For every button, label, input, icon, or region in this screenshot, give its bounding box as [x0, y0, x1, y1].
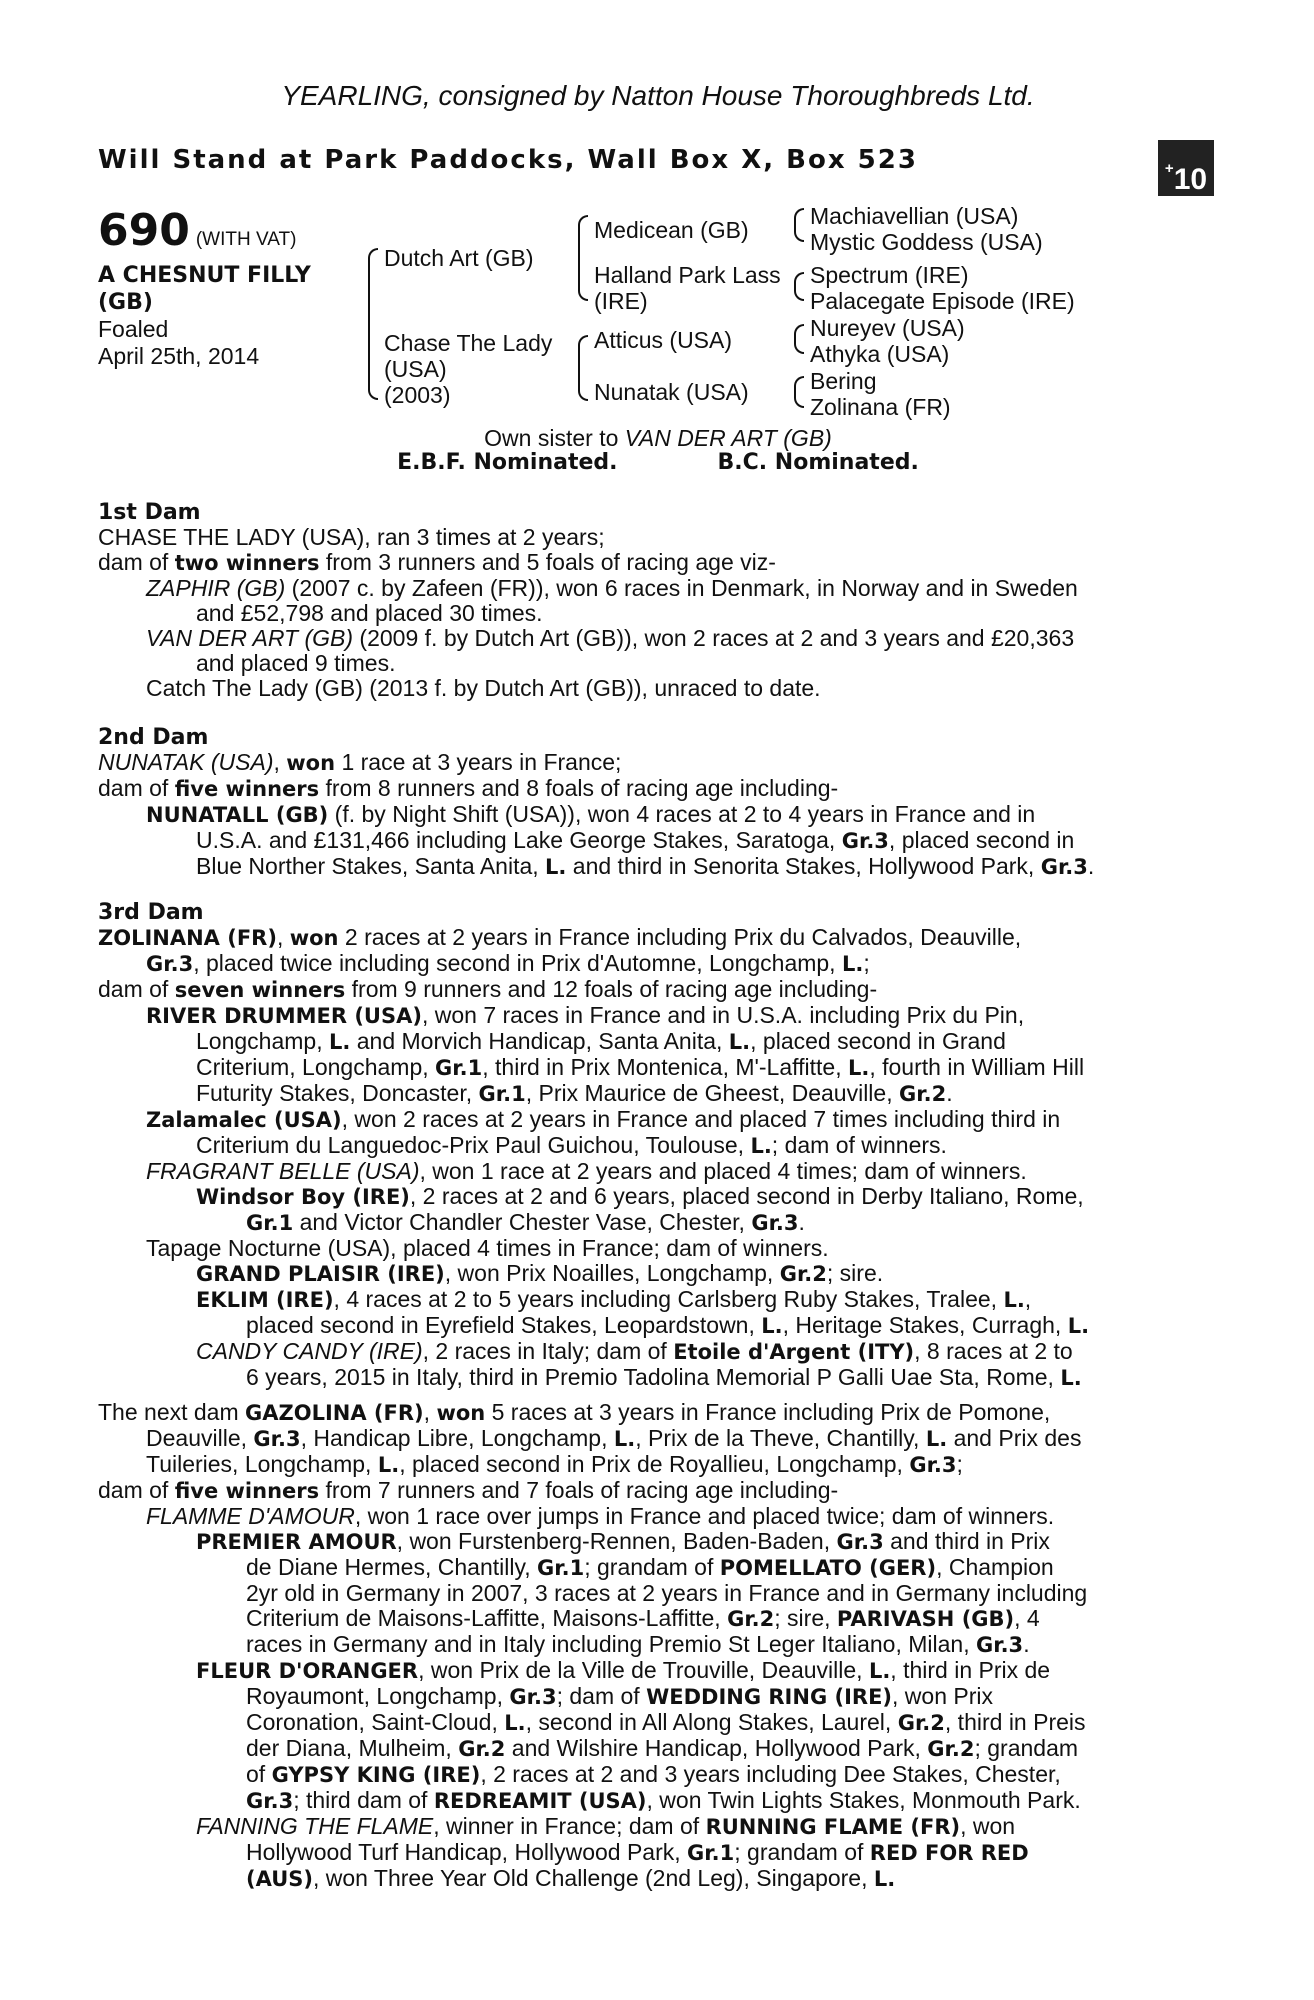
lot-number: 690 [98, 205, 190, 256]
sd-line1: Halland Park Lass [594, 262, 781, 288]
lot-badge-icon [1158, 140, 1214, 196]
progeny-line: de Diane Hermes, Chantilly, Gr.1; grandam of POMELLATO (GER), Champion [246, 1554, 1054, 1580]
dam-line: dam of two winners from 3 runners and 5 foals of racing age viz- [98, 549, 776, 575]
dam-line: dam of five winners from 7 runners and 7 foals of racing age including- [98, 1477, 839, 1503]
progeny-line: ZAPHIR (GB) (2007 c. by Zafeen (FR)), won 6 races in Denmark, in Norway and in Sweden [146, 575, 1078, 601]
progeny-line: Coronation, Saint-Cloud, L., second in All Along Stakes, Laurel, Gr.2, third in Preis [246, 1709, 1086, 1735]
section-heading: 3rd Dam [98, 900, 204, 925]
pedigree-ddd: Zolinana (FR) [810, 394, 951, 420]
progeny-line: 6 years, 2015 in Italy, third in Premio Tadolina Memorial P Galli Uae Sta, Rome, L. [246, 1364, 1082, 1390]
progeny-line: EKLIM (IRE), 4 races at 2 to 5 years including Carlsberg Ruby Stakes, Tralee, L., [196, 1286, 1032, 1312]
progeny-line: and £52,798 and placed 30 times. [196, 600, 543, 626]
brace-ss [578, 215, 588, 259]
dam-year: (2003) [384, 382, 451, 408]
own-sister-name: VAN DER ART (GB) [624, 425, 832, 451]
stable-location: Will Stand at Park Paddocks, Wall Box X, Box 523 [98, 145, 918, 175]
second-dam-section [98, 725, 1218, 880]
dam-line: The next dam GAZOLINA (FR), won 5 races at 3 years in France including Prix de Pomone, [98, 1399, 1051, 1425]
dam-line: ZOLINANA (FR), won 2 races at 2 years in France including Prix du Calvados, Deauville, [98, 924, 1022, 950]
progeny-line: Gr.3; third dam of REDREAMIT (USA), won Twin Lights Stakes, Monmouth Park. [246, 1787, 1081, 1813]
progeny-line: Futurity Stakes, Doncaster, Gr.1, Prix Maurice de Gheest, Deauville, Gr.2. [196, 1080, 953, 1106]
dam-line: Deauville, Gr.3, Handicap Libre, Longchamp, L., Prix de la Theve, Chantilly, L. and Prix des [146, 1425, 1082, 1451]
progeny-line: FLEUR D'ORANGER, won Prix de la Ville de Trouville, Deauville, L., third in Prix de [196, 1657, 1051, 1683]
progeny-line: U.S.A. and £131,466 including Lake George Stakes, Saratoga, Gr.3, placed second in [196, 827, 1075, 853]
progeny-line: NUNATALL (GB) (f. by Night Shift (USA)), won 4 races at 2 to 4 years in France and in [146, 801, 1036, 827]
foaled-date: April 25th, 2014 [98, 343, 260, 369]
progeny-line: Criterium, Longchamp, Gr.1, third in Prix Montenica, M'-Laffitte, L., fourth in William Hill [196, 1054, 1085, 1080]
dam-line: Tuileries, Longchamp, L., placed second in Prix de Royallieu, Longchamp, Gr.3; [146, 1451, 963, 1477]
progeny-line: FLAMME D'AMOUR, won 1 race over jumps in France and placed twice; dam of winners. [146, 1503, 1055, 1529]
progeny-line: of GYPSY KING (IRE), 2 races at 2 and 3 years including Dee Stakes, Chester, [246, 1761, 1061, 1787]
lot-description [98, 262, 311, 370]
progeny-line: GRAND PLAISIR (IRE), won Prix Noailles, Longchamp, Gr.2; sire. [196, 1260, 884, 1286]
section-heading: 1st Dam [98, 500, 201, 525]
pedigree-dam-sire: Atticus (USA) [594, 327, 733, 353]
progeny-line: races in Germany and in Italy including Premio St Leger Italiano, Milan, Gr.3. [246, 1631, 1030, 1657]
brace-dam [368, 323, 378, 400]
dam-name-line2: (USA) [384, 356, 447, 382]
pedigree-sss: Machiavellian (USA) [810, 203, 1019, 229]
progeny-line: der Diana, Mulheim, Gr.2 and Wilshire Handicap, Hollywood Park, Gr.2; grandam [246, 1735, 1079, 1761]
progeny-line: Gr.1 and Victor Chandler Chester Vase, Chester, Gr.3. [246, 1209, 805, 1235]
progeny-line: CANDY CANDY (IRE), 2 races in Italy; dam of Etoile d'Argent (ITY), 8 races at 2 to [196, 1338, 1073, 1364]
dam-line: CHASE THE LADY (USA), ran 3 times at 2 years; [98, 524, 605, 550]
progeny-line: Longchamp, L. and Morvich Handicap, Santa Anita, L., placed second in Grand [196, 1028, 1006, 1054]
brace-dd [578, 367, 588, 401]
first-dam-section [98, 500, 1218, 701]
brace-sd [578, 257, 588, 301]
pedigree-dsd: Athyka (USA) [810, 341, 950, 367]
pedigree-dam [384, 330, 552, 408]
brace-ssd [794, 224, 804, 242]
third-dam-section [98, 900, 1218, 1391]
lot-country: (GB) [98, 290, 153, 315]
badge-plus: + [1164, 160, 1174, 177]
lot-sex-colour: A CHESNUT FILLY [98, 263, 311, 288]
consignor-line: YEARLING, consigned by Natton House Thoroughbreds Ltd. [281, 80, 1035, 111]
own-sister-prefix: Own sister to [484, 425, 625, 451]
pedigree-sire-sire: Medicean (GB) [594, 217, 749, 243]
next-dam-section [98, 1400, 1218, 1892]
dam-line: dam of five winners from 8 runners and 8 foals of racing age including- [98, 775, 839, 801]
progeny-line: VAN DER ART (GB) (2009 f. by Dutch Art (GB)), won 2 races at 2 and 3 years and £20,363 [146, 625, 1075, 651]
pedigree-sire-dam [594, 262, 781, 314]
badge-number: 10 [1173, 163, 1208, 196]
pedigree-dss: Nureyev (USA) [810, 315, 965, 341]
pedigree-ssd: Mystic Goddess (USA) [810, 229, 1043, 255]
brace-sire [368, 248, 378, 325]
progeny-line: FANNING THE FLAME, winner in France; dam of RUNNING FLAME (FR), won [196, 1813, 1016, 1839]
progeny-line: Catch The Lady (GB) (2013 f. by Dutch Art (GB)), unraced to date. [146, 675, 821, 701]
progeny-line: Zalamalec (USA), won 2 races at 2 years in France and placed 7 times including third in [146, 1106, 1061, 1132]
brace-ds [578, 335, 588, 369]
own-sister-line [98, 425, 1218, 452]
dam-line: NUNATAK (USA), won 1 race at 3 years in France; [98, 749, 622, 775]
progeny-line: (AUS), won Three Year Old Challenge (2nd Leg), Singapore, L. [246, 1865, 896, 1891]
progeny-line: Tapage Nocturne (USA), placed 4 times in France; dam of winners. [146, 1235, 829, 1261]
progeny-line: placed second in Eyrefield Stakes, Leopardstown, L., Heritage Stakes, Curragh, L. [246, 1312, 1090, 1338]
dam-line: Gr.3, placed twice including second in Prix d'Automne, Longchamp, L.; [146, 950, 870, 976]
progeny-line: RIVER DRUMMER (USA), won 7 races in France and in U.S.A. including Prix du Pin, [146, 1002, 1025, 1028]
lot-vat: (WITH VAT) [195, 229, 297, 250]
pedigree-dam-dam: Nunatak (USA) [594, 379, 749, 405]
progeny-line: PREMIER AMOUR, won Furstenberg-Rennen, Baden-Baden, Gr.3 and third in Prix [196, 1528, 1050, 1554]
progeny-line: FRAGRANT BELLE (USA), won 1 race at 2 years and placed 4 times; dam of winners. [146, 1158, 1027, 1184]
lot-header [98, 205, 296, 256]
nominations [98, 450, 1218, 475]
sd-line2: (IRE) [594, 288, 648, 314]
bc-nominated: B.C. Nominated. [717, 450, 919, 475]
section-heading: 2nd Dam [98, 725, 209, 750]
pedigree-sds: Spectrum (IRE) [810, 262, 969, 288]
progeny-line: Criterium du Languedoc-Prix Paul Guichou, Toulouse, L.; dam of winners. [196, 1132, 947, 1158]
progeny-line: Royaumont, Longchamp, Gr.3; dam of WEDDING RING (IRE), won Prix [246, 1683, 994, 1709]
foaled-label: Foaled [98, 316, 169, 342]
ebf-nominated: E.B.F. Nominated. [397, 450, 618, 475]
brace-sdd [794, 285, 804, 301]
progeny-line: and placed 9 times. [196, 650, 396, 676]
pedigree-dds: Bering [810, 368, 877, 394]
brace-dsd [794, 338, 804, 354]
brace-ddd [794, 391, 804, 408]
progeny-line: Criterium de Maisons-Laffitte, Maisons-Laffitte, Gr.2; sire, PARIVASH (GB), 4 [246, 1605, 1040, 1631]
progeny-line: Windsor Boy (IRE), 2 races at 2 and 6 years, placed second in Derby Italiano, Rome, [196, 1183, 1084, 1209]
progeny-line: 2yr old in Germany in 2007, 3 races at 2 years in France and in Germany including [246, 1580, 1088, 1606]
pedigree-sire: Dutch Art (GB) [384, 245, 534, 271]
dam-line: dam of seven winners from 9 runners and 12 foals of racing age including- [98, 976, 878, 1002]
progeny-line: Blue Norther Stakes, Santa Anita, L. and third in Senorita Stakes, Hollywood Park, Gr.3. [196, 853, 1095, 879]
dam-name-line1: Chase The Lady [384, 330, 553, 356]
progeny-line: Hollywood Turf Handicap, Hollywood Park, Gr.1; grandam of RED FOR RED [246, 1839, 1029, 1865]
pedigree-sdd: Palacegate Episode (IRE) [810, 288, 1075, 314]
